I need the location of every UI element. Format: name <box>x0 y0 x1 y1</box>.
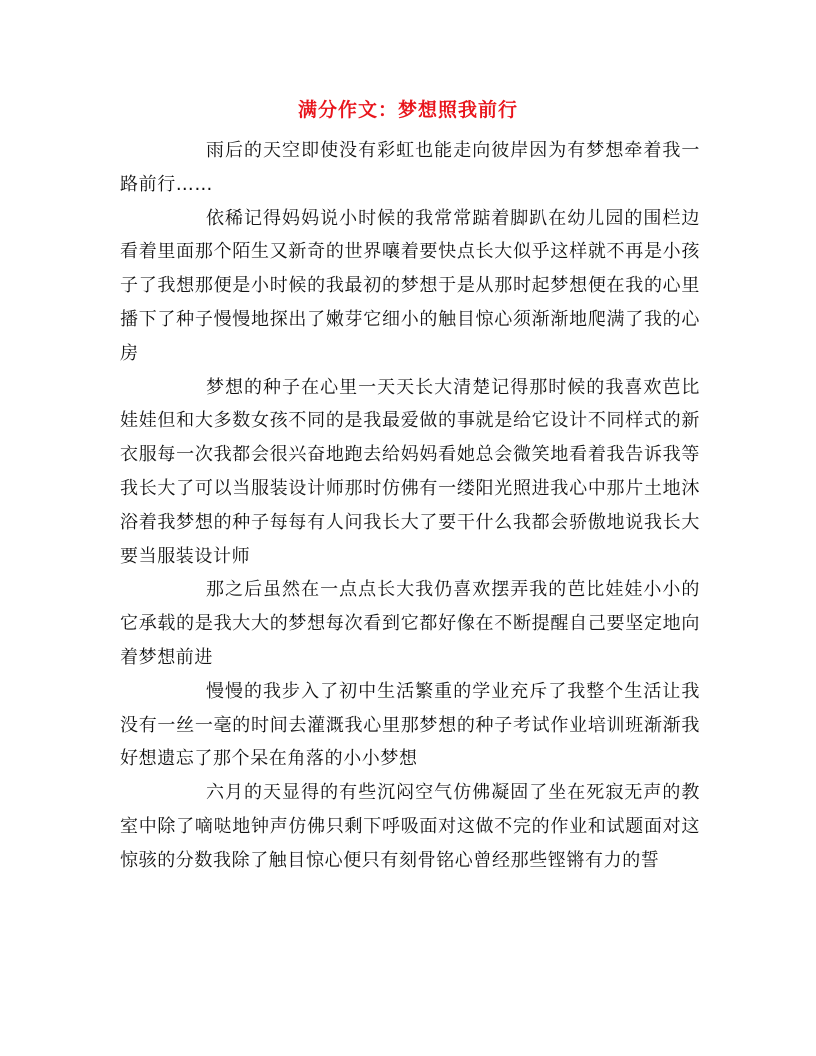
paragraph: 慢慢的我步入了初中生活繁重的学业充斥了我整个生活让我没有一丝一毫的时间去灌溉我心里那梦想的种子考试作业培训班渐渐我好想遗忘了那个呆在角落的小小梦想 <box>120 680 700 770</box>
document-body <box>120 134 700 878</box>
paragraph: 六月的天显得的有些沉闷空气仿佛凝固了坐在死寂无声的教室中除了嘀哒地钟声仿佛只剩下呼吸面对这做不完的作业和试题面对这惊骇的分数我除了触目惊心便只有刻骨铭心曾经那些铿锵有力的誓 <box>120 782 700 871</box>
paragraph: 梦想的种子在心里一天天长大清楚记得那时候的我喜欢芭比娃娃但和大多数女孩不同的是我最爱做的事就是给它设计不同样式的新衣服每一次我都会很兴奋地跑去给妈妈看她总会微笑地看着我告诉我等我长大了可以当服装设计师那时仿佛有一缕阳光照进我心中那片土地沐浴着我梦想的种子每每有人问我长大了要干什么我都会骄傲地说我长大要当服装设计师 <box>120 376 700 567</box>
paragraph: 雨后的天空即使没有彩虹也能走向彼岸因为有梦想牵着我一路前行…… <box>120 140 700 195</box>
paragraph: 依稀记得妈妈说小时候的我常常踮着脚趴在幼儿园的围栏边看着里面那个陌生又新奇的世界嚷着要快点长大似乎这样就不再是小孩子了我想那便是小时候的我最初的梦想于是从那时起梦想便在我的心里播下了种子慢慢地探出了嫩芽它细小的触目惊心须渐渐地爬满了我的心房 <box>120 207 700 364</box>
document-title: 满分作文：梦想照我前行 <box>297 99 518 121</box>
paragraph: 那之后虽然在一点点长大我仍喜欢摆弄我的芭比娃娃小小的它承载的是我大大的梦想每次看到它都好像在不断提醒自己要坚定地向着梦想前进 <box>120 579 700 668</box>
